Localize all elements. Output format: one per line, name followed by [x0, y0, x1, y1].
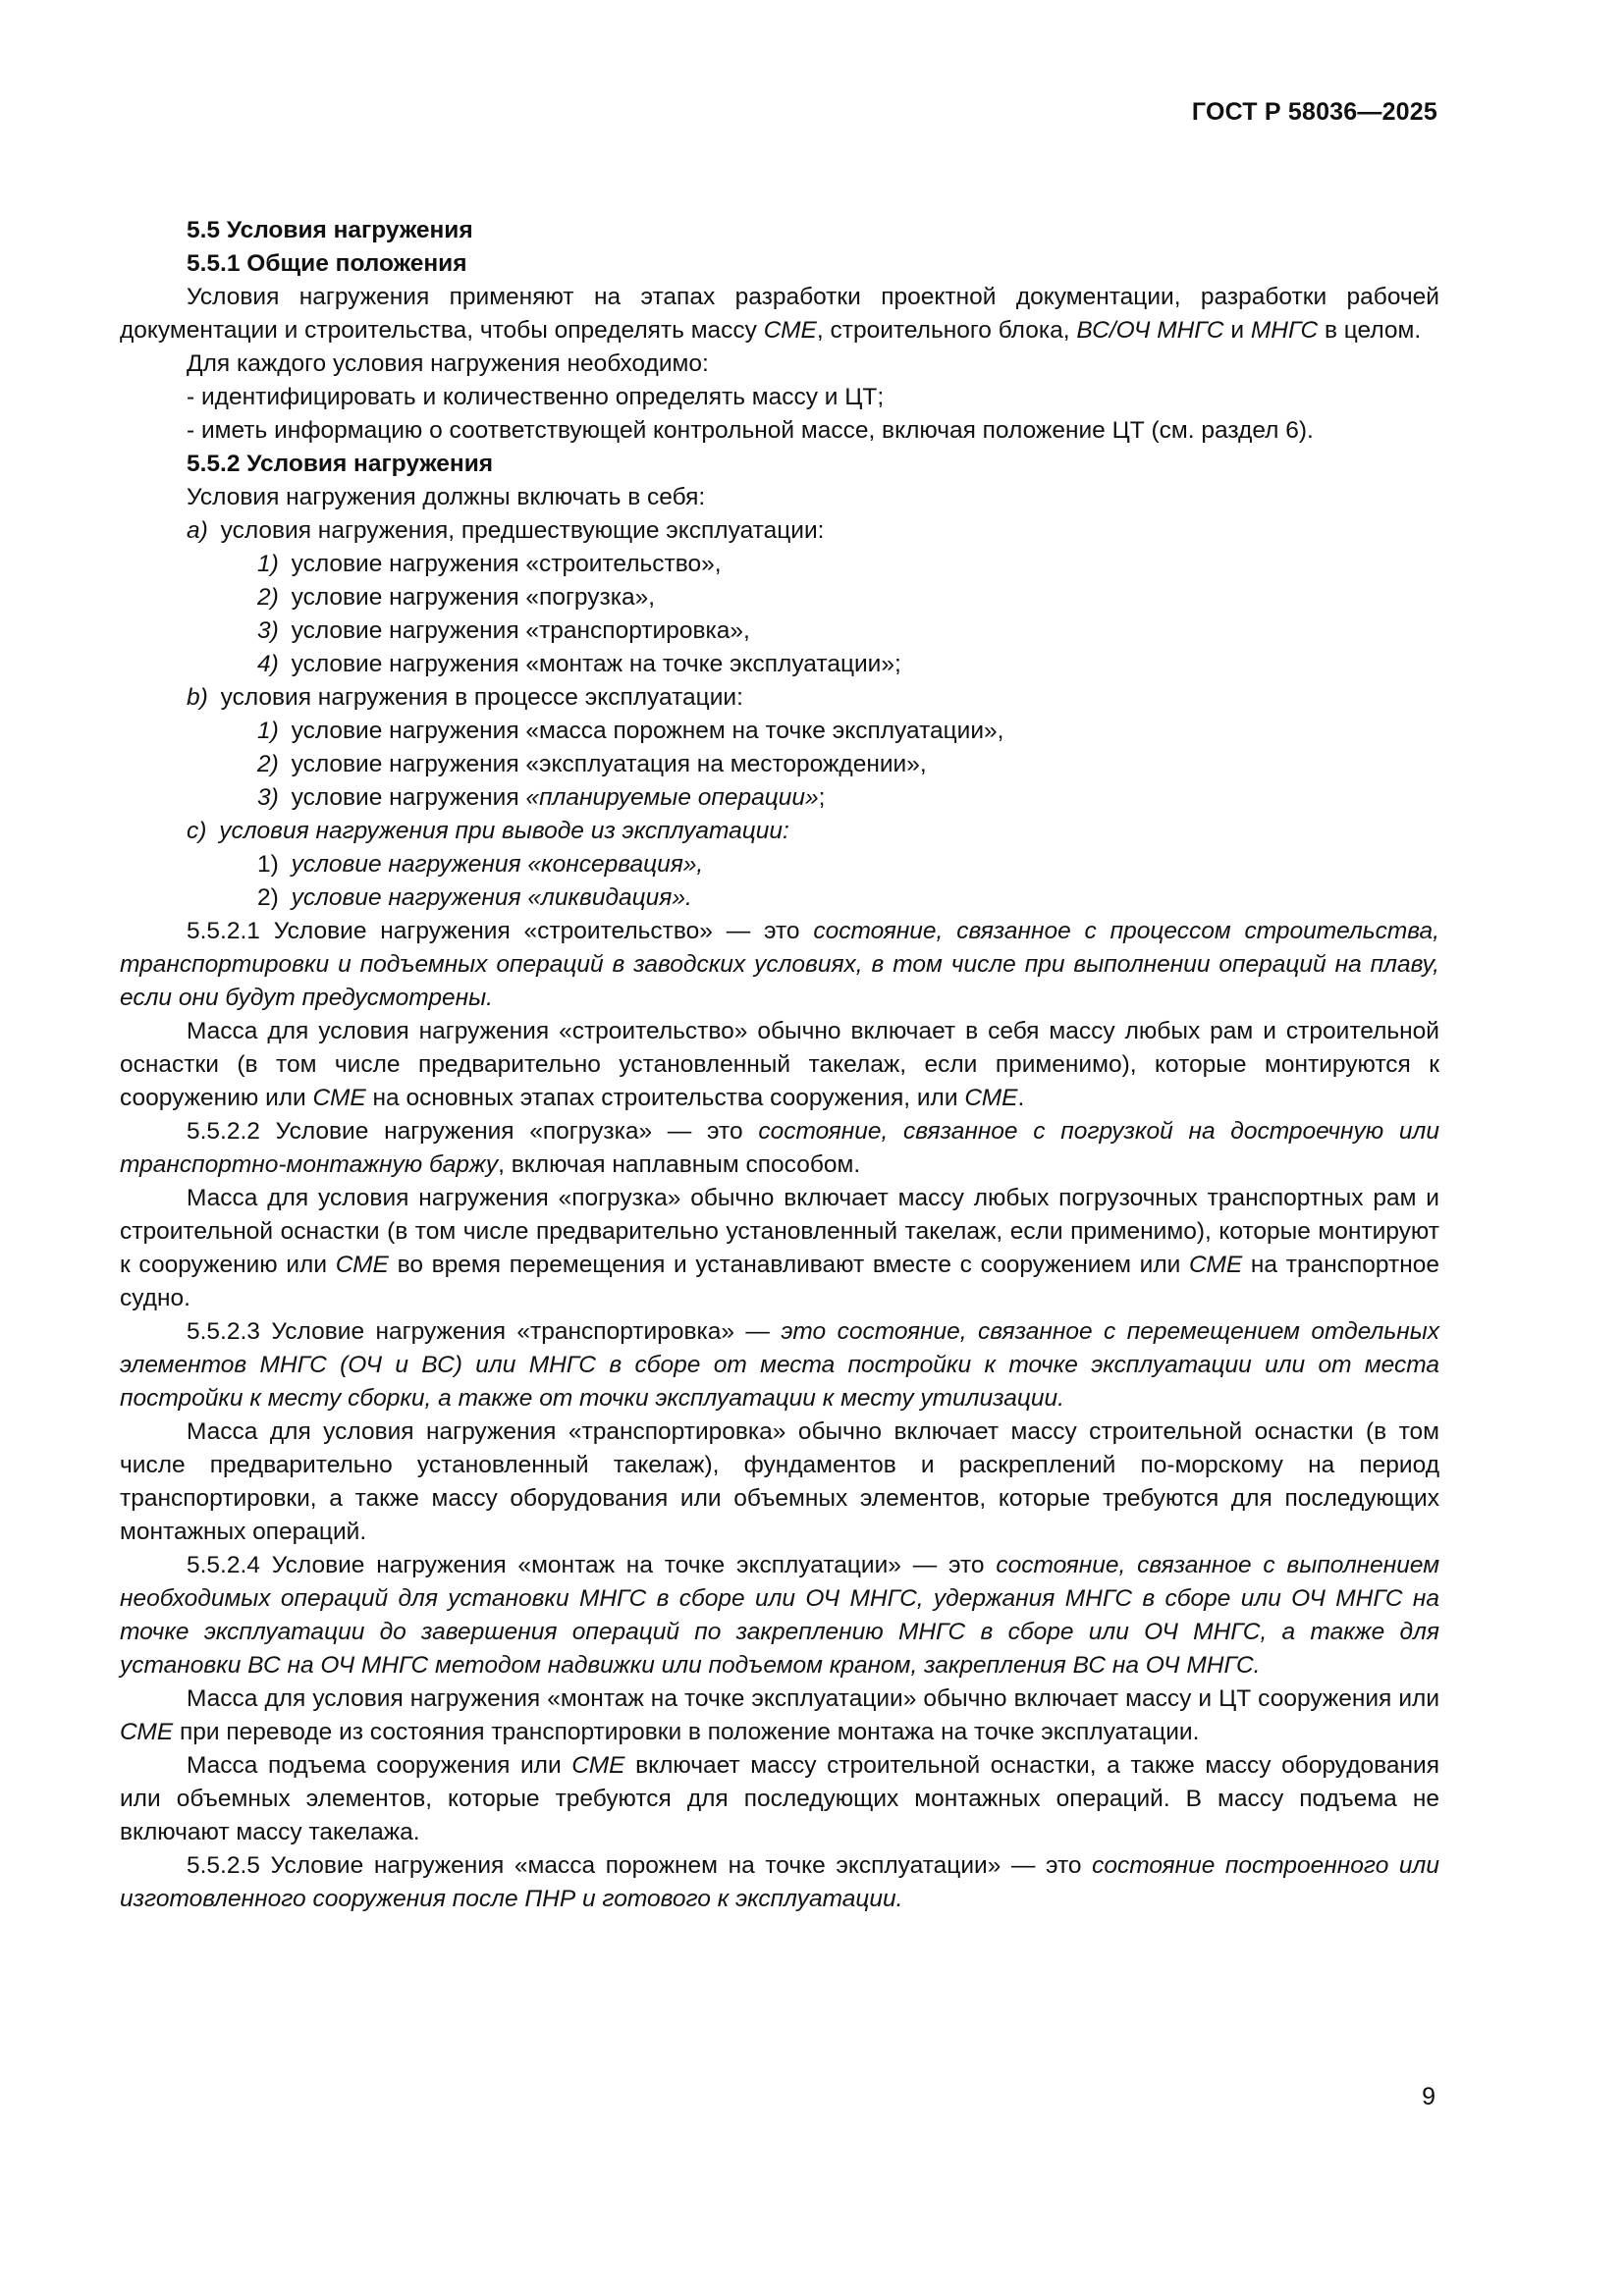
text-segment: СМЕ	[1189, 1252, 1243, 1278]
text-segment: Для каждого условия нагружения необходимо:	[187, 350, 709, 377]
paragraph	[120, 1682, 1439, 1749]
text-segment: условие нагружения «ликвидация».	[284, 884, 692, 911]
text-segment: условие нагружения «транспортировка»,	[284, 617, 750, 644]
text-segment: 5.5.2.4 Условие нагружения «монтаж на точке эксплуатации» — это	[187, 1552, 997, 1578]
text-segment: состояние, связанное с процессом строительства, транспортировки и подъемных операций в заводских условиях, в том числе при выполнении операций на плаву, если они будут предусмотрены.	[120, 918, 1439, 1011]
text-segment: 5.5.2.5 Условие нагружения «масса порожнем на точке эксплуатации» — это	[187, 1852, 1093, 1879]
page-number: 9	[1422, 2083, 1435, 2110]
text-segment: - иметь информацию о соответствующей контрольной массе, включая положение ЦТ (см. раздел 6).	[187, 417, 1314, 444]
text-segment: СМЕ	[763, 317, 817, 344]
text-segment: 2)	[257, 751, 279, 777]
text-segment: СМЕ	[964, 1085, 1018, 1111]
text-segment: .	[1017, 1085, 1025, 1111]
text-segment: 2)	[257, 584, 279, 611]
section-heading	[120, 247, 1439, 281]
text-segment: Масса для условия нагружения «погрузка» обычно включает массу любых погрузочных транспортных рам и строительной оснастки (в том числе предварительно установленный такелаж, если применимо), которые монтируют к сооружению или	[120, 1185, 1439, 1278]
text-segment: a)	[187, 517, 208, 544]
paragraph	[120, 481, 1439, 514]
paragraph	[120, 347, 1439, 381]
text-segment: 5.5 Условия нагружения	[187, 217, 473, 243]
text-segment: ;	[818, 784, 826, 811]
list-item	[120, 848, 1439, 881]
text-segment: это состояние, связанное с перемещением отдельных элементов МНГС (ОЧ и ВС) или МНГС в сборе от места постройки к точке эксплуатации или от места постройки к месту сборки, а также от точки эксплуатации к месту утилизации.	[120, 1318, 1439, 1412]
text-segment: 1)	[257, 551, 279, 577]
text-segment: условия нагружения в процессе эксплуатации:	[213, 684, 743, 711]
text-segment: состояние, связанное с погрузкой на достроечную или транспортно-монтажную баржу	[120, 1118, 1439, 1178]
list-item	[120, 815, 1439, 848]
paragraph	[120, 1182, 1439, 1315]
text-segment: условие нагружения «эксплуатация на месторождении»,	[284, 751, 927, 777]
text-segment: Условия нагружения применяют на этапах разработки проектной документации, разработки рабочей документации и строительства, чтобы определять массу	[120, 284, 1439, 344]
text-segment: условие нагружения «строительство»,	[284, 551, 722, 577]
document-code-header: ГОСТ Р 58036—2025	[1191, 98, 1437, 126]
list-item	[120, 681, 1439, 715]
text-segment: условия нагружения при выводе из эксплуатации:	[212, 818, 789, 844]
text-segment: 5.5.2.2 Условие нагружения «погрузка» — это	[187, 1118, 759, 1145]
list-item	[120, 614, 1439, 648]
list-item	[120, 715, 1439, 748]
text-segment: , строительного блока,	[816, 317, 1077, 344]
list-item	[120, 748, 1439, 781]
list-item	[120, 581, 1439, 614]
text-segment: 5.5.2.3 Условие нагружения «транспортировка» —	[187, 1318, 782, 1345]
text-segment: условие нагружения «монтаж на точке эксплуатации»;	[284, 651, 901, 677]
list-item	[120, 548, 1439, 581]
list-item	[120, 648, 1439, 681]
text-segment: условие нагружения «консервация»,	[284, 851, 704, 878]
text-segment: 1)	[257, 718, 279, 744]
text-segment: при переводе из состояния транспортировки в положение монтажа на точке эксплуатации.	[173, 1719, 1200, 1745]
text-segment: Условия нагружения должны включать в себя:	[187, 484, 706, 510]
text-segment: , включая наплавным способом.	[498, 1151, 861, 1178]
text-segment: условие нагружения «масса порожнем на точке эксплуатации»,	[284, 718, 1004, 744]
text-segment: ВС/ОЧ МНГС	[1076, 317, 1224, 344]
text-segment: 4)	[257, 651, 279, 677]
text-segment: МНГС	[1250, 317, 1319, 344]
text-segment: СМЕ	[571, 1752, 625, 1779]
text-segment: СМЕ	[312, 1085, 366, 1111]
text-segment: условие нагружения	[284, 784, 526, 811]
paragraph	[120, 1749, 1439, 1849]
text-segment: 3)	[257, 617, 279, 644]
text-segment: Масса для условия нагружения «строительство» обычно включает в себя массу любых рам и строительной оснастки (в том числе предварительно установленный такелаж, если применимо), которые монтируются к сооружению или	[120, 1018, 1439, 1111]
document-body	[120, 214, 1439, 1916]
text-segment: на основных этапах строительства сооружения, или	[365, 1085, 965, 1111]
list-item	[120, 381, 1439, 414]
text-segment: Масса для условия нагружения «транспортировка» обычно включает массу строительной оснастки (в том числе предварительно установленный такелаж), фундаментов и раскреплений по-морскому на период транспортировки, а также массу оборудования или объемных элементов, которые требуются для последующих монтажных операций.	[120, 1418, 1439, 1545]
paragraph	[120, 281, 1439, 347]
paragraph	[120, 1115, 1439, 1182]
list-item	[120, 414, 1439, 448]
text-segment: СМЕ	[120, 1719, 174, 1745]
text-segment: СМЕ	[335, 1252, 389, 1278]
paragraph	[120, 1415, 1439, 1549]
paragraph	[120, 1549, 1439, 1682]
text-segment: b)	[187, 684, 208, 711]
text-segment: условие нагружения «погрузка»,	[284, 584, 656, 611]
text-segment: условия нагружения, предшествующие эксплуатации:	[213, 517, 825, 544]
section-heading	[120, 448, 1439, 481]
section-heading	[120, 214, 1439, 247]
text-segment: с)	[187, 818, 207, 844]
list-item	[120, 514, 1439, 548]
text-segment: и	[1223, 317, 1251, 344]
paragraph	[120, 1015, 1439, 1115]
text-segment: - идентифицировать и количественно определять массу и ЦТ;	[187, 384, 885, 410]
paragraph	[120, 915, 1439, 1015]
text-segment: Масса для условия нагружения «монтаж на точке эксплуатации» обычно включает массу и ЦТ сооружения или	[187, 1685, 1439, 1712]
text-segment: состояние построенного или изготовленного сооружения после ПНР и готового к эксплуатации.	[120, 1852, 1439, 1912]
text-segment: включает массу строительной оснастки, а также массу оборудования или объемных элементов, которые требуются для последующих монтажных операций. В массу подъема не включают массу такелажа.	[120, 1752, 1440, 1845]
text-segment: 2)	[257, 884, 279, 911]
text-segment: на транспортное судно.	[120, 1252, 1439, 1311]
text-segment: 1)	[257, 851, 279, 878]
list-item	[120, 781, 1439, 815]
text-segment: 3)	[257, 784, 279, 811]
text-segment: 5.5.2.1 Условие нагружения «строительство» — это	[187, 918, 814, 944]
text-segment: Масса подъема сооружения или	[187, 1752, 572, 1779]
text-segment: во время перемещения и устанавливают вместе с сооружением или	[388, 1252, 1190, 1278]
list-item	[120, 881, 1439, 915]
text-segment: «планируемые операции»	[525, 784, 819, 811]
text-segment: в целом.	[1318, 317, 1422, 344]
paragraph	[120, 1315, 1439, 1415]
text-segment: 5.5.2 Условия нагружения	[187, 451, 494, 477]
paragraph	[120, 1849, 1439, 1916]
text-segment: 5.5.1 Общие положения	[187, 250, 467, 277]
text-segment: состояние, связанное с выполнением необходимых операций для установки МНГС в сборе или ОЧ МНГС, удержания МНГС в сборе или ОЧ МНГС на точке эксплуатации до завершения операций по закреплению МНГС в сборе или ОЧ МНГС, а также для установки ВС на ОЧ МНГС методом надвижки или подъемом краном, закрепления ВС на ОЧ МНГС.	[120, 1552, 1439, 1679]
